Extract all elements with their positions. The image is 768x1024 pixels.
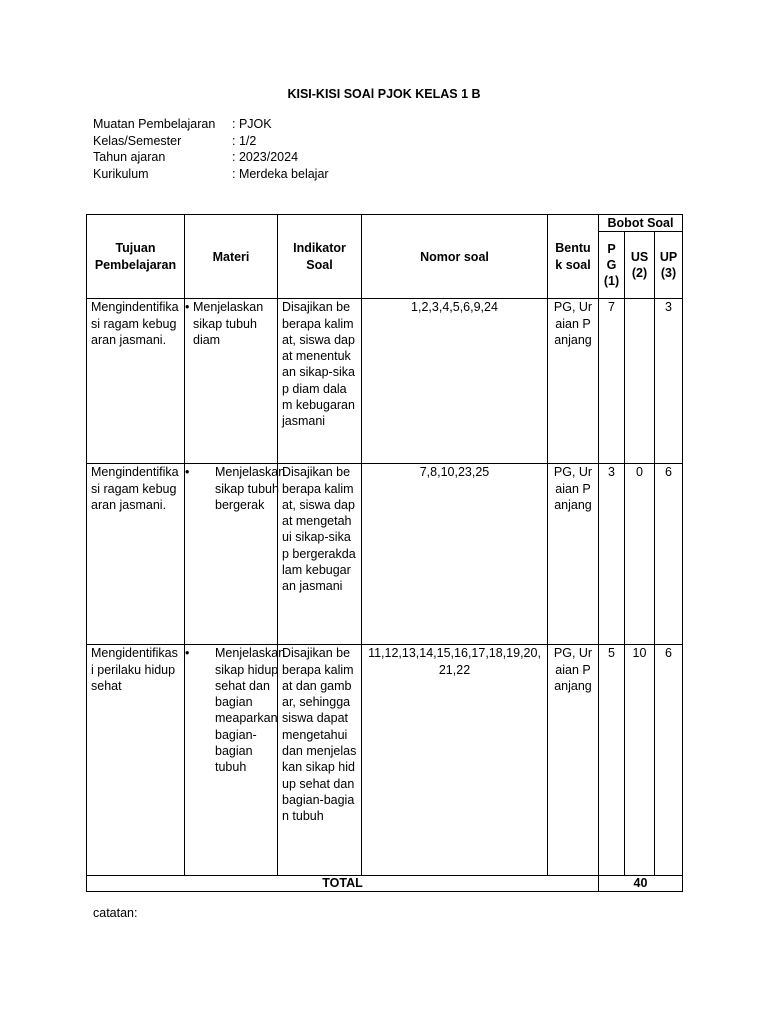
cell-materi <box>185 645 286 876</box>
meta-label: Kurikulum <box>93 166 149 181</box>
table-row <box>87 645 683 876</box>
cell-up: 3 <box>655 299 683 464</box>
cell-pg: 7 <box>599 299 625 464</box>
document-meta <box>93 116 329 182</box>
cell-nomor: 11,12,13,14,15,16,17,18,19,20,21,22 <box>362 645 548 876</box>
cell-indikator: Disajikan beberapa kalimat, siswa dapat menentukan sikap-sikap diam dalam kebugaran jasmani <box>278 299 362 464</box>
materi-text: Menjelaskan sikap hidup sehat dan bagian meaparkan bagian-bagian tubuh <box>215 646 286 775</box>
meta-label: Muatan Pembelajaran <box>93 117 216 131</box>
cell-materi <box>185 299 278 464</box>
cell-up: 6 <box>655 645 683 876</box>
cell-tujuan: Mengidentifikasi perilaku hidup sehat <box>87 645 185 876</box>
header-bobot: Bobot Soal <box>599 215 683 232</box>
meta-value: : 2023/2024 <box>232 150 299 164</box>
table-total-row <box>87 876 683 892</box>
cell-nomor: 7,8,10,23,25 <box>362 464 548 645</box>
meta-row-muatan <box>93 116 329 133</box>
meta-value: : 1/2 <box>232 133 257 148</box>
meta-value: : Merdeka belajar <box>232 166 329 181</box>
table-header-row <box>87 215 683 232</box>
cell-tujuan: Mengindentifikasi ragam kebugaran jasmani. <box>87 464 185 645</box>
table-row <box>87 299 683 464</box>
header-us: US(2) <box>625 232 655 299</box>
meta-label: Tahun ajaran <box>93 150 166 164</box>
bullet-icon: • <box>185 646 190 661</box>
bullet-icon: • <box>185 465 190 480</box>
header-materi: Materi <box>185 215 278 299</box>
cell-materi <box>185 464 286 645</box>
bullet-icon: • <box>185 300 190 315</box>
note-label: catatan: <box>93 906 138 920</box>
materi-text: Menjelaskan sikap tubuh bergerak <box>215 465 286 512</box>
header-indikator: Indikator Soal <box>278 215 362 299</box>
header-up: UP(3) <box>655 232 683 299</box>
document-title: KISI-KISI SOAl PJOK KELAS 1 B <box>287 87 481 101</box>
cell-pg: 5 <box>599 645 625 876</box>
cell-bentuk: PG, Uraian Panjang <box>548 299 599 464</box>
total-value: 40 <box>599 876 683 892</box>
meta-row-tahun <box>93 149 329 166</box>
meta-value: : PJOK <box>232 117 272 131</box>
cell-us <box>625 299 655 464</box>
meta-row-kelas <box>93 133 329 150</box>
cell-nomor: 1,2,3,4,5,6,9,24 <box>362 299 548 464</box>
cell-indikator: Disajikan beberapa kalimat dan gambar, sehingga siswa dapat mengetahui dan menjelaskan sikap hidup sehat dan bagian-bagian tubuh <box>278 645 362 876</box>
cell-us: 0 <box>625 464 655 645</box>
materi-text: Menjelaskan sikap tubuh diam <box>193 300 264 347</box>
meta-row-kurikulum <box>93 166 329 183</box>
cell-bentuk: PG, Uraian Panjang <box>548 645 599 876</box>
cell-up: 6 <box>655 464 683 645</box>
cell-tujuan: Mengindentifikasi ragam kebugaran jasmani. <box>87 299 185 464</box>
cell-bentuk: PG, Uraian Panjang <box>548 464 599 645</box>
total-label: TOTAL <box>87 876 599 892</box>
header-nomor: Nomor soal <box>362 215 548 299</box>
cell-us: 10 <box>625 645 655 876</box>
cell-pg: 3 <box>599 464 625 645</box>
header-tujuan: Tujuan Pembelajaran <box>87 215 185 299</box>
cell-indikator: Disajikan beberapa kalimat, siswa dapat mengetahui sikap-sikap bergerakdalam kebugaran jasmani <box>278 464 362 645</box>
header-pg: PG(1) <box>599 232 625 299</box>
header-bentuk: Bentuk soal <box>548 215 599 299</box>
meta-label: Kelas/Semester <box>93 133 182 148</box>
kisi-table <box>86 214 683 892</box>
table-row <box>87 464 683 645</box>
